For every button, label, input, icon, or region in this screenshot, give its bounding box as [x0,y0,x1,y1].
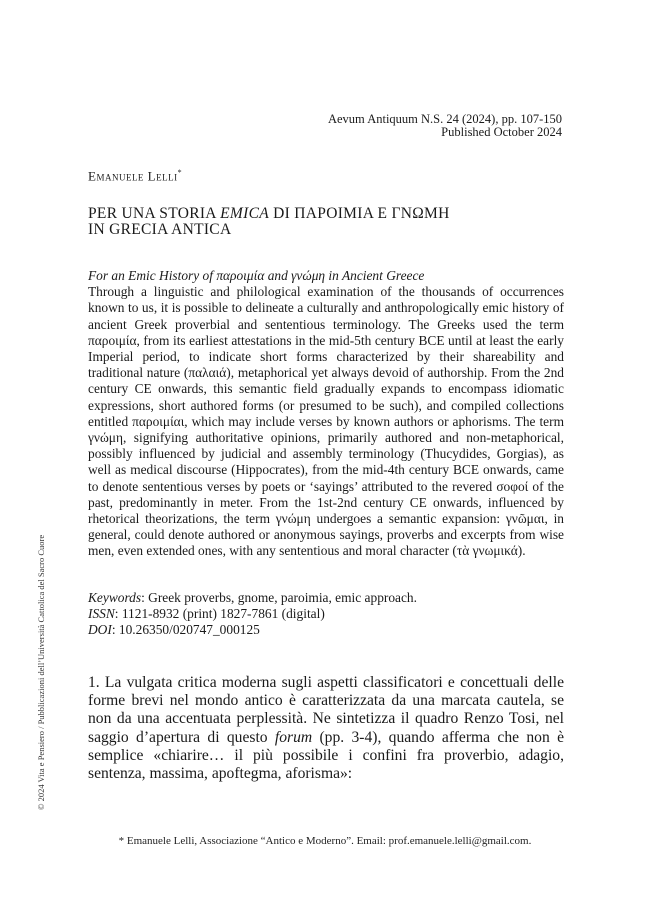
copyright-side-note: © 2024 Vita e Pensiero / Pubblicazioni dell’Università Cattolica del Sacro Cuore [36,534,46,810]
body-text-b: (pp. 3-4), quando afferma che non è semplice «chiarire… il più possibile i confini fra proverbio, adagio, sentenza, massima, apoftegma, aforisma»: [88,728,564,783]
journal-info [328,113,562,139]
body-text-emphasis: forum [274,728,313,746]
issn-label: ISSN [88,605,115,621]
author-footnote: * Emanuele Lelli, Associazione “Antico e Moderno”. Email: prof.emanuele.lelli@gmail.com. [118,835,532,847]
title-line-1 [88,206,568,222]
publication-date: Published October 2024 [441,125,562,139]
body-paragraph [88,674,564,783]
article-metadata [88,590,564,637]
title-line-1-c: DI ΠΑΡΟΙΜΙΑ E ΓΝΩΜΗ [268,205,450,222]
keywords-row [88,590,564,606]
title-line-1-a: PER UNA STORIA [88,205,221,222]
issn-value: : 1121-8932 (print) 1827-7861 (digital) [114,605,325,621]
doi-label: DOI [88,621,112,637]
article-title [88,206,568,238]
abstract [88,268,564,560]
keywords-label: Keywords [88,590,142,605]
keywords-value: : Greek proverbs, gnome, paroimia, emic approach. [141,590,417,605]
doi-value: : 10.26350/020747_000125 [111,621,260,637]
abstract-english-title: For an Emic History of παροιμία and γνώμη in Ancient Greece [88,268,425,283]
journal-citation: Aevum Antiquum N.S. 24 (2024), pp. 107-150 [327,112,562,126]
author-name-text: Emanuele Lelli [88,168,178,184]
title-line-1-emphasis: EMICA [220,205,269,222]
author-footnote-mark: * [177,168,183,177]
body-text-a: 1. La vulgata critica moderna sugli aspetti classificatori e concettuali delle forme brevi nel mondo antico è caratterizzata da una marcata cautela, se non da una accentuata perplessità. Ne sintetizza il quadro Renzo Tosi, nel saggio d’apertura di questo [88,674,564,746]
author-name [88,168,182,184]
abstract-text: Through a linguistic and philological examination of the thousands of occurrences known to us, it is possible to delineate a culturally and anthropologically emic history of ancient Greek proverbial and sententious terminology. The Greeks used the term παροιμία, from its earliest attestations in the mid-5th century BCE until at least the early Imperial period, to indicate short forms characterized by their shareability and traditional nature (παλαιά), metaphorical yet always devoid of authorship. From the 2nd century CE onwards, this semantic field gradually expands to encompass idiomatic expressions, short authored forms (or presumed to be such), and compiled collections entitled παροιμίαι, which may include verses by known authors or aphorisms. The term γνώμη, signifying authoritative opinions, primarily authored and non-metaphorical, possibly influenced by judicial and assembly terminology (Thucydides, Gorgias), as well as medical discourse (Hippocrates), from the mid-4th century BCE onwards, came to denote sententious verses by poets or ‘sayings’ attributed to the revered σοφοί of the past, predominantly in meter. From the 1st-2nd century CE onwards, influenced by rhetorical theorizations, the term γνώμη undergoes a semantic expansion: γνῶμαι, in general, could denote authored or anonymous sayings, proverbs and excerpts from wise men, even extended ones, with any sententious and moral character (τὰ γνωμικά). [88,284,564,559]
title-line-2: IN GRECIA ANTICA [88,221,232,238]
issn-row [88,606,564,622]
doi-row [88,622,564,638]
